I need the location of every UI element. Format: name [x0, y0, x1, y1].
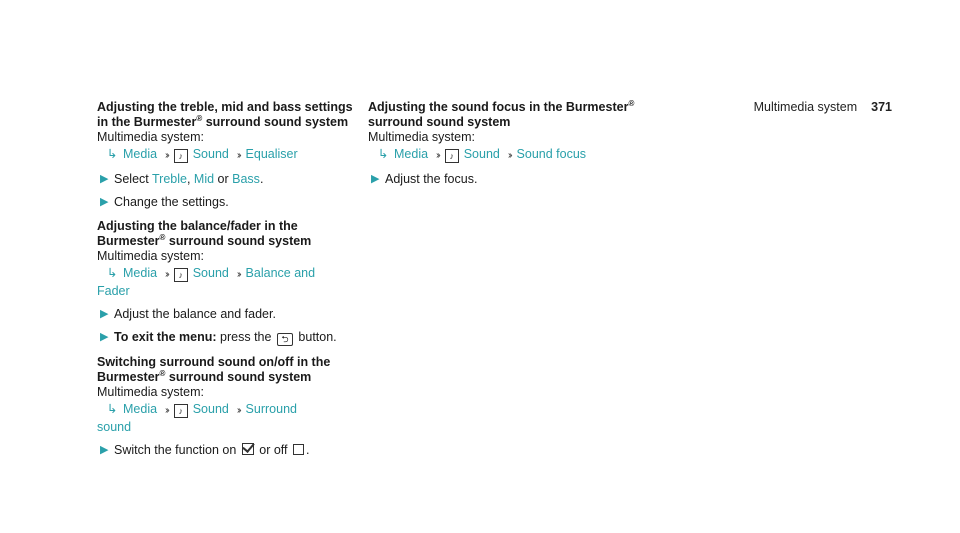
menu-label: Multimedia system:: [368, 130, 475, 144]
bullet-icon: ▶: [100, 308, 109, 320]
bullet-icon: ▶: [100, 196, 109, 208]
path-arrow-icon: ↳: [107, 266, 118, 280]
music-note-icon: ♪: [174, 404, 188, 418]
section-balance-fader: [97, 219, 372, 346]
path-link-media[interactable]: Media: [394, 147, 429, 161]
chevron-icon: ››: [236, 269, 240, 280]
list-item: ▶ Select Treble, Mid or Bass.: [97, 172, 372, 187]
menu-path: [97, 401, 372, 419]
menu-path: [368, 146, 643, 164]
menu-label: Multimedia system:: [97, 249, 204, 263]
menu-path: [97, 265, 372, 283]
option-treble[interactable]: Treble: [152, 172, 187, 186]
bullet-icon: ▶: [371, 173, 380, 185]
music-note-icon: ♪: [445, 149, 459, 163]
chevron-icon: ››: [236, 150, 240, 161]
section-heading: Adjusting the balance/fader in the Burmester® surround sound system: [97, 219, 312, 248]
section-surround-sound: [97, 355, 372, 458]
list-item: ▶ Switch the function on or off .: [97, 443, 372, 458]
section-heading: Switching surround sound on/off in the Burmester® surround sound system: [97, 355, 331, 384]
path-arrow-icon: ↳: [107, 147, 118, 161]
path-link-sound-focus[interactable]: Sound focus: [516, 147, 587, 161]
left-column: [97, 100, 372, 458]
music-note-icon: ♪: [174, 268, 188, 282]
path-link-balance-fader[interactable]: Balance and: [245, 266, 316, 280]
back-button-icon: ⮌: [277, 333, 293, 346]
list-item: ▶ Adjust the balance and fader.: [97, 307, 372, 322]
path-link-equaliser[interactable]: Equaliser: [245, 147, 298, 161]
page-number: 371: [871, 100, 892, 114]
option-mid[interactable]: Mid: [193, 172, 215, 186]
list-item: ▶ To exit the menu: press the ⮌ button.: [97, 330, 372, 346]
menu-label: Multimedia system:: [97, 385, 204, 399]
bullet-icon: ▶: [100, 173, 109, 185]
chevron-icon: ››: [165, 269, 168, 280]
menu-path: [97, 146, 372, 164]
path-link-media[interactable]: Media: [123, 402, 158, 416]
menu-label: Multimedia system:: [97, 130, 204, 144]
path-link-sound[interactable]: Sound: [192, 402, 229, 416]
path-link-sound[interactable]: Sound: [192, 147, 229, 161]
menu-path-continued: [97, 419, 372, 435]
section-heading: Adjusting the sound focus in the Burmester® surround sound system: [368, 98, 635, 129]
menu-path-continued: [97, 283, 372, 299]
page-header: [754, 100, 892, 114]
path-link-sound[interactable]: Sound: [192, 266, 229, 280]
path-link-surround-sound[interactable]: Surround: [245, 402, 297, 416]
music-note-icon: ♪: [174, 149, 188, 163]
path-arrow-icon: ↳: [378, 147, 389, 161]
path-link-media[interactable]: Media: [123, 147, 158, 161]
chevron-icon: ››: [507, 150, 511, 161]
path-link-media[interactable]: Media: [123, 266, 158, 280]
section-heading: Adjusting the treble, mid and bass settings in the Burmester® surround sound system: [97, 100, 353, 129]
chevron-icon: ››: [165, 405, 168, 416]
path-link-sound[interactable]: Sound: [463, 147, 500, 161]
checkbox-unchecked-icon: [293, 444, 304, 455]
path-link-balance-fader-cont[interactable]: Fader: [97, 284, 130, 298]
chevron-icon: ››: [436, 150, 439, 161]
bullet-icon: ▶: [100, 331, 109, 343]
chevron-icon: ››: [165, 150, 168, 161]
list-item: ▶ Adjust the focus.: [368, 172, 643, 187]
section-title: Multimedia system: [753, 100, 858, 114]
bullet-icon: ▶: [100, 444, 109, 456]
path-link-surround-sound-cont[interactable]: sound: [97, 420, 132, 434]
section-treble-mid-bass: [97, 100, 372, 210]
path-arrow-icon: ↳: [107, 402, 118, 416]
right-column: [368, 100, 643, 187]
checkbox-checked-icon: [242, 443, 254, 455]
section-sound-focus: [368, 100, 643, 187]
option-bass[interactable]: Bass: [232, 172, 260, 186]
list-item: ▶ Change the settings.: [97, 195, 372, 210]
chevron-icon: ››: [236, 405, 240, 416]
